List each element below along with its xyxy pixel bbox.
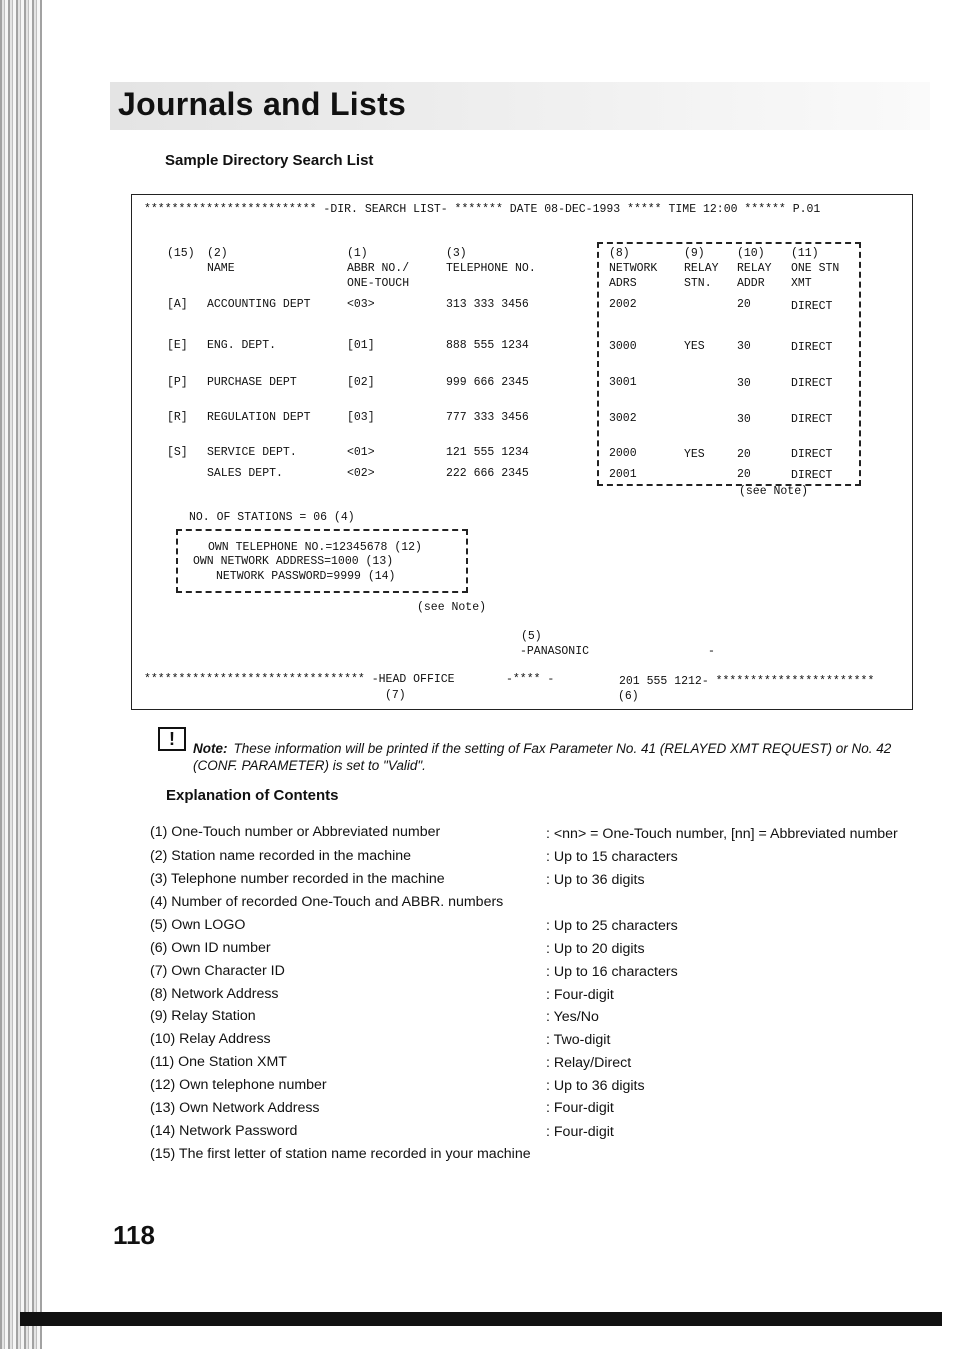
number-6: (6) (618, 690, 639, 703)
explanation-detail: : Up to 36 digits (546, 1078, 645, 1094)
explanation-item: (7) Own Character ID (150, 963, 285, 979)
row-xmt: DIRECT (791, 413, 833, 426)
col-1: (1) (347, 247, 368, 260)
explanation-detail: : Up to 16 characters (546, 964, 678, 980)
see-note-2: (see Note) (417, 601, 487, 614)
row-tel: 888 555 1234 (446, 339, 529, 352)
printout-header: ************************* -DIR. SEARCH LIST- ******* DATE 08-DEC-1993 ***** TIME 12:00 ****** P.01 (144, 203, 821, 216)
hdr-stn: STN. (684, 277, 712, 290)
row-tel: 313 333 3456 (446, 298, 529, 311)
hdr-abbr: ABBR NO./ (347, 262, 410, 275)
explanation-detail: : Up to 20 digits (546, 941, 645, 957)
hdr-tel: TELEPHONE NO. (446, 262, 536, 275)
row-name: ACCOUNTING DEPT (207, 298, 311, 311)
hdr-onetouch: ONE-TOUCH (347, 277, 410, 290)
hdr-network: NETWORK (609, 262, 658, 275)
row-tel: 777 333 3456 (446, 411, 529, 424)
row-name: ENG. DEPT. (207, 339, 277, 352)
explanation-detail: : Four-digit (546, 1100, 614, 1116)
row-net: 2001 (609, 468, 637, 481)
row-xmt: DIRECT (791, 377, 833, 390)
page-title: Journals and Lists (118, 86, 407, 122)
note-text (193, 740, 913, 774)
row-addr: 30 (737, 377, 751, 390)
explanation-item: (8) Network Address (150, 986, 279, 1002)
explanation-detail: : Up to 25 characters (546, 918, 678, 934)
explanation-item: (3) Telephone number recorded in the machine (150, 871, 445, 887)
hdr-addr: ADDR (737, 277, 765, 290)
row-abbr: <01> (347, 446, 375, 459)
row-abbr: [03] (347, 411, 375, 424)
row-net: 2002 (609, 298, 637, 311)
row-letter: [R] (167, 411, 188, 424)
row-xmt: DIRECT (791, 448, 833, 461)
hdr-relay: RELAY (684, 262, 719, 275)
row-name: SERVICE DEPT. (207, 446, 297, 459)
own-logo: -PANASONIC (520, 645, 590, 658)
row-addr: 20 (737, 468, 751, 481)
exclamation-icon: ! (158, 727, 186, 751)
row-addr: 30 (737, 340, 751, 353)
explanation-detail: : Four-digit (546, 987, 614, 1003)
row-letter: [S] (167, 446, 188, 459)
footer-mid: -**** - (506, 673, 555, 686)
col-15: (15) (167, 247, 195, 260)
col-3: (3) (446, 247, 467, 260)
own-telephone: OWN TELEPHONE NO.=12345678 (12) (208, 541, 422, 554)
explanation-item: (10) Relay Address (150, 1031, 271, 1047)
section-title: Sample Directory Search List (165, 152, 374, 169)
hdr-xmt: XMT (791, 277, 812, 290)
explanation-detail: : Yes/No (546, 1009, 599, 1025)
number-7: (7) (385, 689, 406, 702)
row-addr: 20 (737, 298, 751, 311)
row-net: 3000 (609, 340, 637, 353)
explanation-item: (9) Relay Station (150, 1008, 256, 1024)
page-number: 118 (113, 1220, 155, 1250)
hdr-name: NAME (207, 262, 235, 275)
logo-number: (5) (521, 630, 542, 643)
row-addr: 30 (737, 413, 751, 426)
explanation-item: (1) One-Touch number or Abbreviated number (150, 824, 441, 840)
row-name: REGULATION DEPT (207, 411, 311, 424)
explanation-detail: : Two-digit (546, 1032, 611, 1048)
explanation-detail: : Relay/Direct (546, 1055, 632, 1071)
hdr-onestn: ONE STN (791, 262, 840, 275)
footer-left: ******************************** -HEAD OFFICE (144, 673, 455, 686)
see-note-1: (see Note) (739, 485, 809, 498)
row-tel: 999 666 2345 (446, 376, 529, 389)
row-tel: 121 555 1234 (446, 446, 529, 459)
explanation-item: (5) Own LOGO (150, 917, 246, 933)
col-11: (11) (791, 247, 819, 260)
col-10: (10) (737, 247, 765, 260)
col-9: (9) (684, 247, 705, 260)
col-8: (8) (609, 247, 630, 260)
stations-count: NO. OF STATIONS = 06 (4) (189, 511, 355, 524)
explanation-item: (2) Station name recorded in the machine (150, 848, 412, 864)
row-tel: 222 666 2345 (446, 467, 529, 480)
row-abbr: <02> (347, 467, 375, 480)
row-xmt: DIRECT (791, 341, 833, 354)
row-letter: [P] (167, 376, 188, 389)
explanation-item: (15) The first letter of station name recorded in your machine (150, 1146, 531, 1162)
logo-dash: - (708, 645, 715, 658)
explanation-detail: : Four-digit (546, 1124, 614, 1140)
row-letter: [E] (167, 339, 188, 352)
explanation-title: Explanation of Contents (166, 787, 339, 804)
explanation-item: (6) Own ID number (150, 940, 271, 956)
footer-right: 201 555 1212- *********************** (619, 675, 875, 688)
row-addr: 20 (737, 448, 751, 461)
row-name: PURCHASE DEPT (207, 376, 297, 389)
hdr-adrs: ADRS (609, 277, 637, 290)
row-net: 2000 (609, 447, 637, 460)
row-letter: [A] (167, 298, 188, 311)
note-label: Note: (193, 741, 228, 756)
row-name: SALES DEPT. (207, 467, 283, 480)
scan-edge-shadow (0, 0, 42, 1349)
row-net: 3002 (609, 412, 637, 425)
explanation-detail: : Up to 36 digits (546, 872, 645, 888)
bottom-edge-bar (20, 1312, 942, 1326)
row-xmt: DIRECT (791, 469, 833, 482)
explanation-item: (14) Network Password (150, 1123, 298, 1139)
row-abbr: [01] (347, 339, 375, 352)
row-abbr: [02] (347, 376, 375, 389)
hdr-relay2: RELAY (737, 262, 772, 275)
explanation-detail: : Up to 15 characters (546, 849, 678, 865)
row-xmt: DIRECT (791, 300, 833, 313)
row-relay: YES (684, 448, 705, 461)
note-body: These information will be printed if the setting of Fax Parameter No. 41 (RELAYED XMT REQUEST) or No. 42 (CONF. PARAMETER) is set to "Valid". (193, 741, 892, 773)
explanation-item: (4) Number of recorded One-Touch and ABBR. numbers (150, 894, 504, 910)
explanation-item: (12) Own telephone number (150, 1077, 327, 1093)
row-net: 3001 (609, 376, 637, 389)
col-2: (2) (207, 247, 228, 260)
explanation-item: (13) Own Network Address (150, 1100, 320, 1116)
explanation-item: (11) One Station XMT (150, 1054, 287, 1070)
network-password: NETWORK PASSWORD=9999 (14) (216, 570, 396, 583)
explanation-detail: : <nn> = One-Touch number, [nn] = Abbreviated number (546, 826, 898, 842)
row-abbr: <03> (347, 298, 375, 311)
own-network-address: OWN NETWORK ADDRESS=1000 (13) (193, 555, 394, 568)
row-relay: YES (684, 340, 705, 353)
